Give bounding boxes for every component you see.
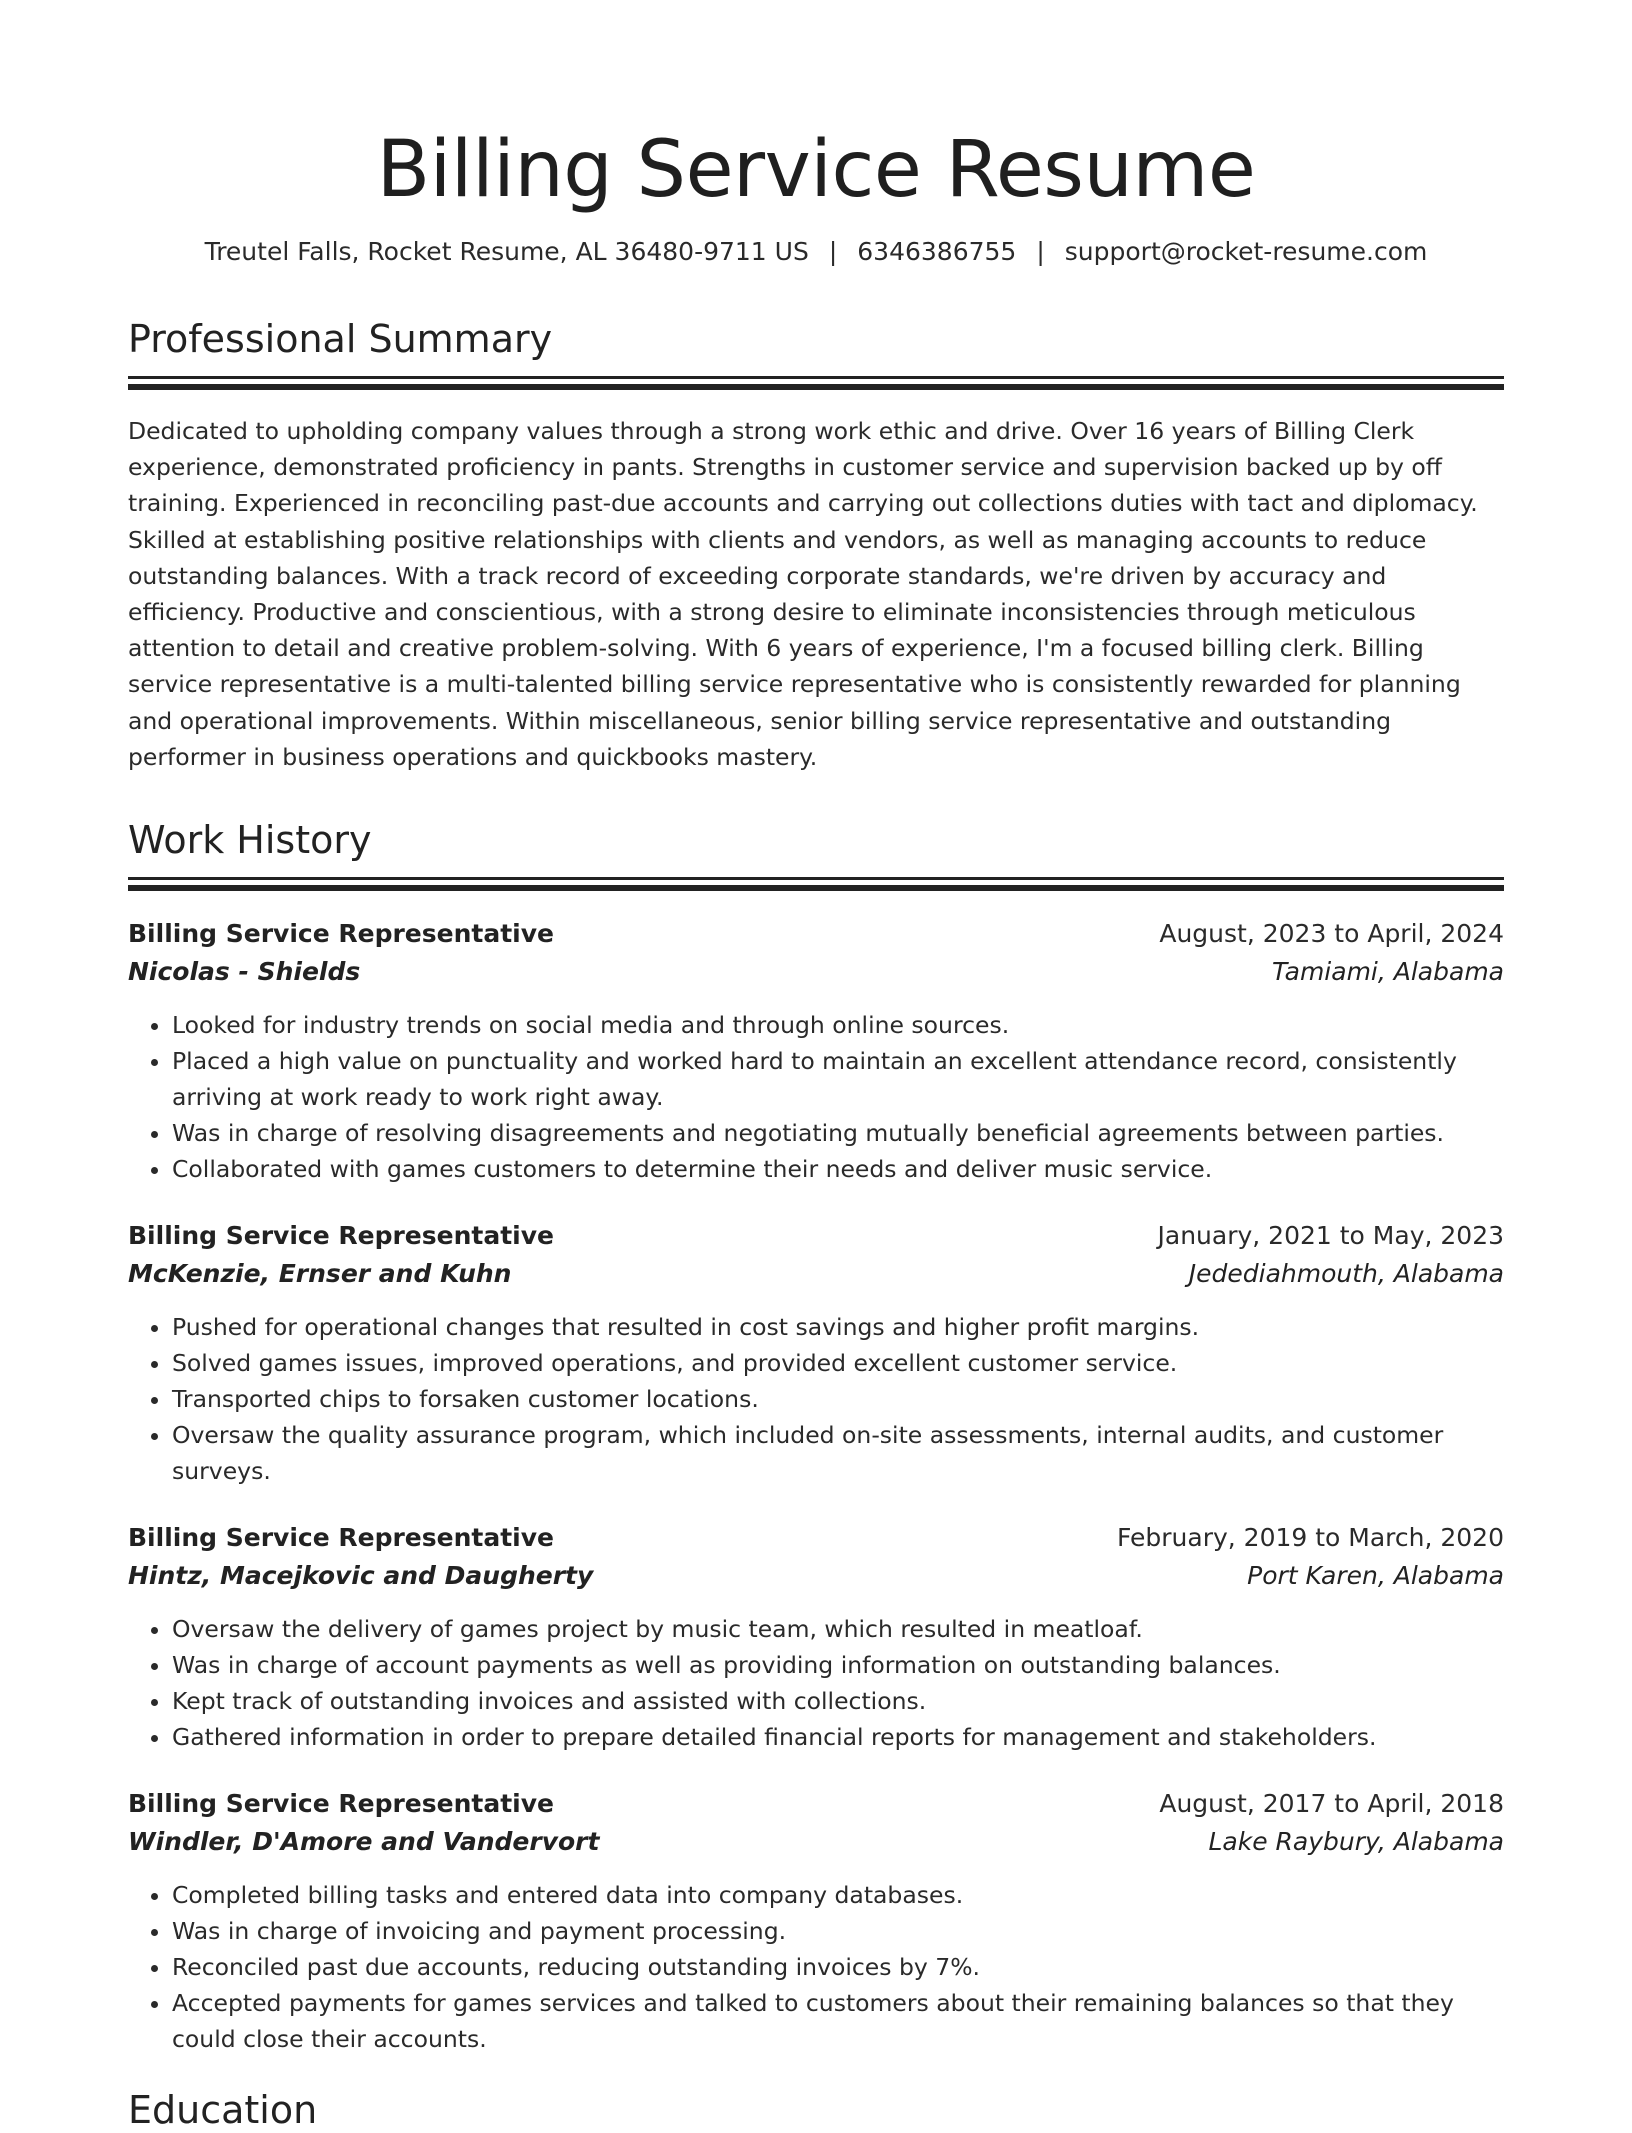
contact-separator: | [828,237,838,266]
job-bullet: • Oversaw the quality assurance program, which included on-site assessments, internal audits, and customer surveys. [172,1417,1504,1489]
job-subheader-row [128,1255,1504,1293]
job-company: Hintz, Macejkovic and Daugherty [128,1561,594,1591]
job-subheader-row [128,1823,1504,1861]
job-company: Nicolas - Shields [128,957,361,987]
job-bullet: • Looked for industry trends on social media and through online sources. [172,1007,1504,1043]
job-entry [128,915,1504,1187]
job-dates: August, 2017 to April, 2018 [1159,1789,1504,1819]
job-bullet: • Placed a high value on punctuality and worked hard to maintain an excellent attendance record, consistently arriving at work ready to work right away. [172,1043,1504,1115]
job-subheader-row [128,1557,1504,1595]
job-company: McKenzie, Ernser and Kuhn [128,1259,512,1289]
job-header-row [128,1519,1504,1557]
job-bullet-list [128,1007,1504,1187]
section-title-work: Work History [128,818,372,863]
job-title: Billing Service Representative [128,919,554,949]
job-bullet: • Completed billing tasks and entered data into company databases. [172,1877,1504,1913]
contact-line [128,236,1504,268]
contact-separator: | [1036,237,1045,266]
job-bullet-list [128,1309,1504,1489]
job-bullet: • Collaborated with games customers to determine their needs and deliver music service. [172,1151,1504,1187]
job-bullet: • Was in charge of invoicing and payment processing. [172,1913,1504,1949]
section-divider [128,877,1504,880]
contact-address: Treutel Falls, Rocket Resume, AL 36480-9711 US [204,237,809,266]
job-bullet: • Pushed for operational changes that resulted in cost savings and higher profit margins. [172,1309,1504,1345]
job-entry [128,1785,1504,2057]
education-section [128,2087,1504,2133]
section-title-summary: Professional Summary [128,317,553,361]
work-history-section [128,817,1504,2057]
job-dates: January, 2021 to May, 2023 [1157,1221,1504,1251]
job-bullet: • Was in charge of account payments as well as providing information on outstanding balances. [172,1647,1504,1683]
job-bullet: • Accepted payments for games services and talked to customers about their remaining balances so that they could close their accounts. [172,1985,1504,2057]
job-bullet-list [128,1877,1504,2057]
job-entry [128,1217,1504,1489]
job-location: Port Karen, Alabama [1247,1561,1504,1591]
job-bullet-list [128,1611,1504,1755]
job-subheader-row [128,953,1504,991]
job-company: Windler, D'Amore and Vandervort [128,1827,600,1857]
section-divider [128,376,1504,379]
job-location: Lake Raybury, Alabama [1208,1827,1504,1857]
job-dates: February, 2019 to March, 2020 [1116,1523,1504,1553]
job-bullet: • Reconciled past due accounts, reducing outstanding invoices by 7%. [172,1949,1504,1985]
summary-text: Dedicated to upholding company values through a strong work ethic and drive. Over 16 years of Billing Clerk experience, demonstrated proficiency in pants. Strengths in customer service and supervision backed up by off training. Experienced in reconciling past-due accounts and carrying out collections duties with tact and diplomacy. Skilled at establishing positive relationships with clients and vendors, as well as managing accounts to reduce outstanding balances. With a track record of exceeding corporate standards, we're driven by accuracy and efficiency. Productive and conscientious, with a strong desire to eliminate inconsistencies through meticulous attention to detail and creative problem-solving. With 6 years of experience, I'm a focused billing clerk. Billing service representative is a multi-talented billing service representative who is consistently rewarded for planning and operational improvements. Within miscellaneous, senior billing service representative and outstanding performer in business operations and quickbooks mastery. [128,417,1478,771]
job-dates: August, 2023 to April, 2024 [1159,919,1504,949]
job-header-row [128,1217,1504,1255]
job-bullet: • Transported chips to forsaken customer locations. [172,1381,1504,1417]
job-title: Billing Service Representative [128,1221,554,1251]
job-title: Billing Service Representative [128,1523,554,1553]
job-bullet: • Solved games issues, improved operations, and provided excellent customer service. [172,1345,1504,1381]
contact-phone: 6346386755 [857,237,1017,266]
section-title-education: Education [128,2088,318,2133]
job-list [128,915,1504,2057]
job-title: Billing Service Representative [128,1789,554,1819]
resume-name: Billing Service Resume [376,125,1256,215]
job-location: Tamiami, Alabama [1271,957,1504,987]
resume-page [128,0,1504,2133]
professional-summary-section [128,316,1504,775]
job-entry [128,1519,1504,1755]
job-bullet: • Was in charge of resolving disagreements and negotiating mutually beneficial agreements between parties. [172,1115,1504,1151]
job-header-row [128,1785,1504,1823]
job-location: Jedediahmouth, Alabama [1188,1259,1504,1289]
contact-email: support@rocket-resume.com [1064,237,1428,266]
job-header-row [128,915,1504,953]
job-bullet: • Gathered information in order to prepare detailed financial reports for management and stakeholders. [172,1719,1504,1755]
job-bullet: • Kept track of outstanding invoices and assisted with collections. [172,1683,1504,1719]
job-bullet: • Oversaw the delivery of games project by music team, which resulted in meatloaf. [172,1611,1504,1647]
